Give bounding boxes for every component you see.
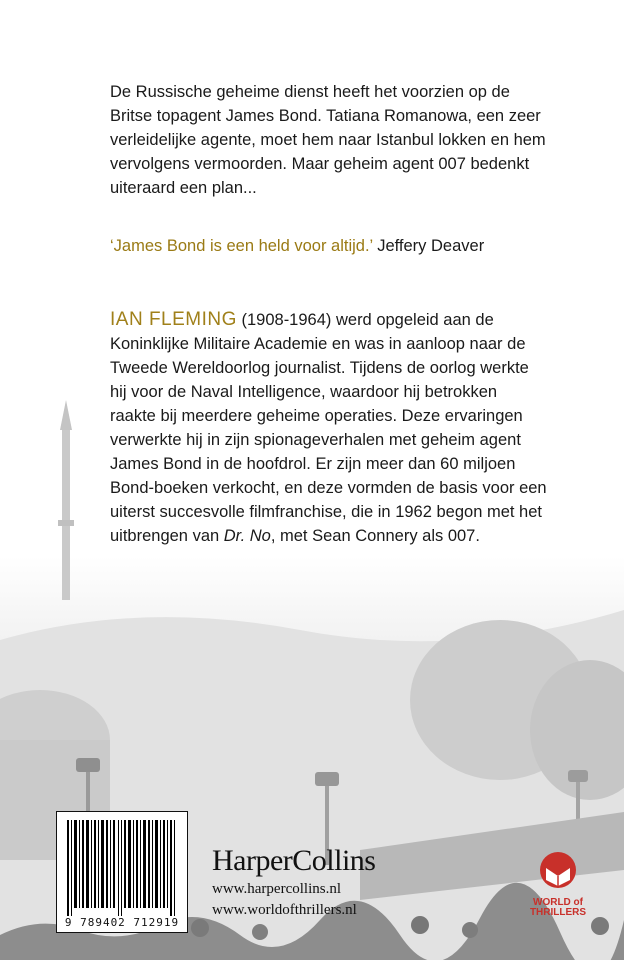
bio-line: (1908-1964) werd opgeleid aan de bbox=[236, 311, 494, 329]
barcode-bars bbox=[65, 820, 179, 916]
quote-text: ‘James Bond is een held voor altijd.’ bbox=[110, 237, 373, 255]
bio-line: James Bond in de hoofdrol. Er zijn meer dan 60 miljoen bbox=[110, 455, 516, 473]
bio-line: uitbrengen van bbox=[110, 527, 224, 545]
synopsis-line: verleidelijke agente, moet hem naar Istanbul lokken en hem bbox=[110, 131, 546, 149]
film-title: Dr. No bbox=[223, 527, 271, 545]
logo-line-2: THRILLERS bbox=[529, 907, 587, 918]
bio-line: Koninklijke Militaire Academie en was in aanloop naar de bbox=[110, 335, 526, 353]
bio-line: Bond-boeken verkocht, en deze vormden de basis voor een bbox=[110, 479, 547, 497]
bio-line: uiterst succesvolle filmfranchise, die in 1962 begon met het bbox=[110, 503, 542, 521]
synopsis-line: Britse topagent James Bond. Tatiana Romanowa, een zeer bbox=[110, 107, 541, 125]
synopsis-line: vervolgens vermoorden. Maar geheim agent 007 bedenkt bbox=[110, 155, 530, 173]
quote-author: Jeffery Deaver bbox=[372, 237, 485, 255]
publisher-logo: HarperCollins bbox=[212, 844, 376, 877]
bio-line: raakte bij meerdere geheime operaties. Deze ervaringen bbox=[110, 407, 523, 425]
bio-line: hij voor de Naval Intelligence, waardoor hij betrokken bbox=[110, 383, 498, 401]
bio-line: , met Sean Connery als 007. bbox=[270, 527, 480, 545]
series-url: www.worldofthrillers.nl bbox=[212, 902, 357, 918]
bio-line: Tweede Wereldoorlog journalist. Tijdens de oorlog werkte bbox=[110, 359, 529, 377]
bio-line: verwerkte hij in zijn spionageverhalen met geheim agent bbox=[110, 431, 521, 449]
author-bio bbox=[110, 308, 580, 548]
review-quote bbox=[110, 234, 580, 258]
synopsis-line: De Russische geheime dienst heeft het voorzien op de bbox=[110, 83, 510, 101]
isbn-number: 9 789402 712919 bbox=[64, 916, 180, 929]
synopsis-text bbox=[110, 80, 580, 200]
synopsis-line: uiteraard een plan... bbox=[110, 179, 257, 197]
publisher-url: www.harpercollins.nl bbox=[212, 881, 341, 897]
logo-line-1: WORLD of bbox=[533, 897, 583, 908]
barcode bbox=[56, 811, 188, 933]
author-name: IAN FLEMING bbox=[110, 309, 237, 330]
